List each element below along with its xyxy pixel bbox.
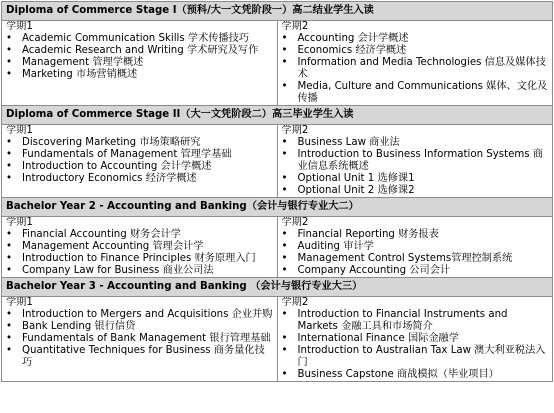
course-item: • Introduction to Mergers and Acquisitions 企业并购 — [6, 309, 273, 321]
curriculum-table — [1, 1, 553, 382]
semester-2-cell — [277, 217, 553, 278]
course-list — [6, 309, 273, 369]
stage-courses-row — [2, 217, 553, 278]
course-item: • Accounting 会计学概述 — [282, 33, 549, 45]
course-item: • Financial Reporting 财务报表 — [282, 229, 549, 241]
course-item: • Financial Accounting 财务会计学 — [6, 229, 273, 241]
course-item: • Company Law for Business 商业公司法 — [6, 265, 273, 277]
stage-title: Diploma of Commerce Stage I（预科/大一文凭阶段一）高二结业学生入读 — [2, 2, 553, 21]
stage-title: Bachelor Year 2 - Accounting and Banking（会计与银行专业大二） — [2, 198, 553, 217]
course-list — [6, 137, 273, 185]
course-item: • Introductory Economics 经济学概述 — [6, 173, 273, 185]
stage-header-row — [2, 278, 553, 297]
semester-label: 学期1 — [6, 125, 33, 136]
semester-label: 学期2 — [281, 21, 309, 32]
stage-header-row — [2, 106, 553, 125]
course-item: • Introduction to Australian Tax Law 澳大利亚税法入门 — [282, 345, 549, 369]
course-item: • Management Control Systems管理控制系统 — [282, 253, 549, 265]
semester-2-cell — [277, 125, 553, 198]
course-item: • Bank Lending 银行信贷 — [6, 321, 273, 333]
course-item: • Business Capstone 商战模拟（毕业项目） — [282, 369, 549, 381]
semester-1-cell — [2, 297, 278, 382]
semester-label: 学期2 — [281, 125, 309, 136]
semester-2-cell — [277, 297, 553, 382]
semester-label: 学期2 — [281, 217, 309, 228]
semester-1-cell — [2, 125, 278, 198]
course-list — [282, 309, 549, 381]
stage-courses-row — [2, 297, 553, 382]
course-item: • Introduction to Accounting 会计学概述 — [6, 161, 273, 173]
course-item: • Media, Culture and Communications 媒体、文化及传播 — [282, 81, 549, 105]
course-item: • Introduction to Finance Principles 财务原理入门 — [6, 253, 273, 265]
course-list — [282, 137, 549, 197]
course-item: • Introduction to Business Information Systems 商业信息系统概述 — [282, 149, 549, 173]
course-item: • Discovering Marketing 市场策略研究 — [6, 137, 273, 149]
semester-label: 学期1 — [6, 297, 33, 308]
semester-label: 学期2 — [281, 297, 309, 308]
course-item: • Economics 经济学概述 — [282, 45, 549, 57]
course-list — [6, 33, 273, 81]
course-item: • Academic Research and Writing 学术研究及写作 — [6, 45, 273, 57]
semester-label: 学期1 — [6, 217, 33, 228]
course-item: • Optional Unit 1 选修课1 — [282, 173, 549, 185]
stage-title: Bachelor Year 3 - Accounting and Banking （会计与银行专业大三） — [2, 278, 553, 297]
course-item: • Fundamentals of Management 管理学基础 — [6, 149, 273, 161]
stage-title: Diploma of Commerce Stage II（大一文凭阶段二）高三毕业学生入读 — [2, 106, 553, 125]
course-item: • Information and Media Technologies 信息及媒体技术 — [282, 57, 549, 81]
course-item: • Fundamentals of Bank Management 银行管理基础 — [6, 333, 273, 345]
semester-1-cell — [2, 21, 278, 106]
course-item: • Management 管理学概述 — [6, 57, 273, 69]
semester-1-cell — [2, 217, 278, 278]
course-item: • Business Law 商业法 — [282, 137, 549, 149]
course-item: • Introduction to Financial Instruments and Markets 金融工具和市场简介 — [282, 309, 549, 333]
course-item: • Management Accounting 管理会计学 — [6, 241, 273, 253]
course-list — [282, 229, 549, 277]
semester-label: 学期1 — [6, 21, 33, 32]
course-item: • Company Accounting 公司会计 — [282, 265, 549, 277]
course-item: • International Finance 国际金融学 — [282, 333, 549, 345]
course-list — [282, 33, 549, 105]
stage-courses-row — [2, 21, 553, 106]
course-item: • Academic Communication Skills 学术传播技巧 — [6, 33, 273, 45]
course-item: • Quantitative Techniques for Business 商务量化技巧 — [6, 345, 273, 369]
course-item: • Marketing 市场营销概述 — [6, 69, 273, 81]
stage-header-row — [2, 2, 553, 21]
stage-courses-row — [2, 125, 553, 198]
course-item: • Auditing 审计学 — [282, 241, 549, 253]
semester-2-cell — [277, 21, 553, 106]
stage-header-row — [2, 198, 553, 217]
course-item: • Optional Unit 2 选修课2 — [282, 185, 549, 197]
course-list — [6, 229, 273, 277]
